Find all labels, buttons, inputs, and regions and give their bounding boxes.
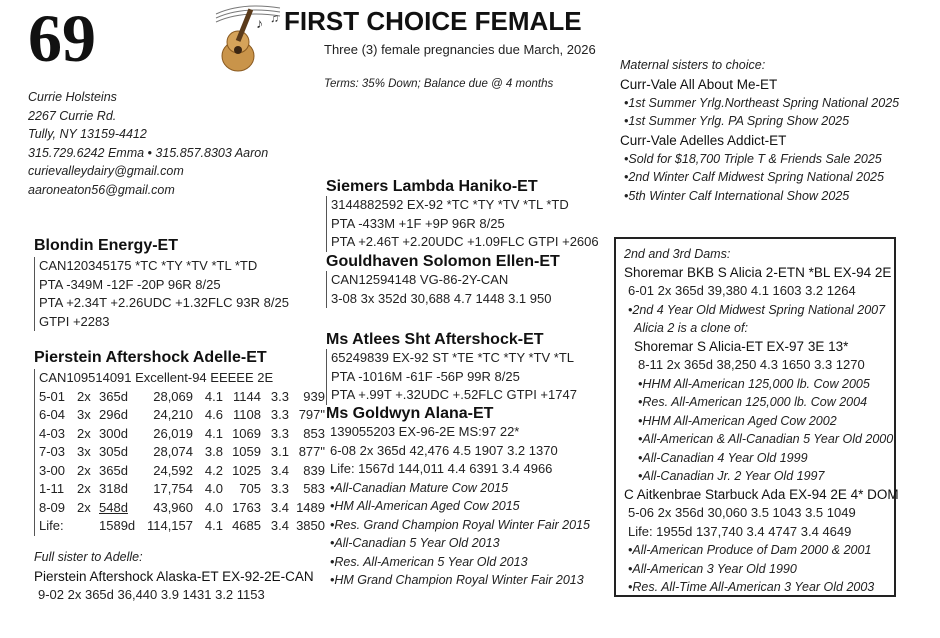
sister2-honor: •2nd Winter Calf Midwest Spring National 2025 bbox=[624, 170, 884, 184]
sister2-honor: •Sold for $18,700 Triple T & Friends Sale 2025 bbox=[624, 151, 882, 166]
dam3-honor: •HM All-American Aged Cow 2015 bbox=[330, 499, 520, 513]
dam-record-cell: 8-09 bbox=[39, 499, 66, 515]
dam-record-cell: 3.3 bbox=[270, 407, 289, 422]
clone-honor: •HHM All-American 125,000 lb. Cow 2005 bbox=[638, 376, 870, 391]
dam-record-cell: 1589d bbox=[99, 518, 136, 533]
consignor-email-2: aaroneaton56@gmail.com bbox=[28, 182, 175, 197]
dam-record-row bbox=[39, 480, 325, 499]
dam-record-row bbox=[39, 517, 325, 536]
third-dam-life: Life: 1955d 137,740 3.4 4747 3.4 4649 bbox=[628, 523, 852, 539]
dam3-line: Life: 1567d 144,011 4.4 6391 3.4 4966 bbox=[330, 461, 553, 476]
sale-terms: Terms: 35% Down; Balance due @ 4 months bbox=[324, 78, 554, 90]
dam-record-cell: 4-03 bbox=[39, 425, 66, 441]
dam3-line: 139055203 EX-96-2E MS:97 22* bbox=[330, 424, 520, 439]
dam-record-cell: 3.3 bbox=[270, 388, 289, 404]
dam-record-row bbox=[39, 425, 325, 444]
dam3-honor: •Res. All-American 5 Year Old 2013 bbox=[330, 554, 528, 569]
clone-record: 8-11 2x 365d 38,250 4.3 1650 3.3 1270 bbox=[638, 357, 865, 372]
sire3-line: 65249839 EX-92 ST *TE *TC *TY *TV *TL bbox=[331, 350, 575, 365]
dam2-block bbox=[326, 253, 560, 308]
second-dam-record: 6-01 2x 365d 39,380 4.1 1603 3.2 1264 bbox=[628, 283, 856, 298]
dam-record-cell: 3850 bbox=[296, 518, 325, 533]
dam2-name: Gouldhaven Solomon Ellen-ET bbox=[326, 253, 560, 270]
dam-record-cell: 5-01 bbox=[39, 388, 66, 404]
clone-honor: •All-American & All-Canadian 5 Year Old 2000 bbox=[638, 432, 894, 446]
consignor-name: Currie Holsteins bbox=[28, 90, 117, 104]
sire3-name: Ms Atlees Sht Aftershock-ET bbox=[326, 331, 544, 348]
dam-record-cell: 7-03 bbox=[39, 444, 66, 459]
dam-record-cell: 4.6 bbox=[204, 407, 223, 422]
dam3-honor: •All-Canadian 5 Year Old 2013 bbox=[330, 536, 500, 550]
dam-record-cell: 6-04 bbox=[39, 407, 66, 422]
dam3-honor: •Res. Grand Champion Royal Winter Fair 2015 bbox=[330, 517, 590, 532]
consignor-email-1: curievalleydairy@gmail.com bbox=[28, 164, 184, 178]
second-third-dams-box bbox=[614, 237, 899, 597]
dam-record-cell: 296d bbox=[99, 407, 128, 422]
dam-record-row bbox=[39, 406, 325, 425]
sire-line: PTA +2.34T +2.26UDC +1.32FLC 93R 8/25 bbox=[39, 295, 289, 310]
sister2-name: Curr-Vale Adelles Addict-ET bbox=[620, 132, 787, 148]
dam-record-cell: 1763 bbox=[232, 499, 261, 515]
dams-label: 2nd and 3rd Dams: bbox=[624, 247, 731, 261]
third-dam-name: C Aitkenbrae Starbuck Ada EX-94 2E 4* DOM bbox=[624, 486, 899, 502]
sire2-block bbox=[326, 178, 599, 252]
third-dam-record: 5-06 2x 356d 30,060 3.5 1043 3.5 1049 bbox=[628, 505, 856, 520]
dam-record-cell: 4.1 bbox=[204, 425, 223, 441]
second-dam-name: Shoremar BKB S Alicia 2-ETN *BL EX-94 2E bbox=[624, 264, 892, 280]
dam-record-cell: 583 bbox=[303, 481, 325, 496]
dam3-honor: •HM Grand Champion Royal Winter Fair 2013 bbox=[330, 573, 584, 587]
dam-record-cell: 548d bbox=[99, 499, 128, 515]
dam-record-cell: 4.2 bbox=[204, 462, 223, 478]
maternal-label: Maternal sisters to choice: bbox=[620, 58, 766, 72]
dam-record-cell: 17,754 bbox=[153, 481, 193, 496]
full-sister-name: Pierstein Aftershock Alaska-ET EX-92-2E-CAN bbox=[34, 568, 314, 584]
sire-name: Blondin Energy-ET bbox=[34, 237, 178, 254]
dam-record-cell: 4.0 bbox=[204, 481, 223, 496]
full-sister-block bbox=[34, 548, 314, 604]
dam-record-cell: 2x bbox=[77, 499, 91, 515]
dam2-line: CAN12594148 VG-86-2Y-CAN bbox=[331, 272, 509, 287]
dam-record-cell: 3.1 bbox=[270, 444, 289, 459]
dam-record-row bbox=[39, 388, 325, 407]
second-dam-honor: •2nd 4 Year Old Midwest Spring National 2007 bbox=[628, 302, 886, 317]
dam-record-cell: 705 bbox=[239, 481, 261, 496]
sire2-line: 3144882592 EX-92 *TC *TY *TV *TL *TD bbox=[331, 197, 569, 212]
clone-honor: •HHM All-American Aged Cow 2002 bbox=[638, 413, 837, 428]
dam-record-cell: 853 bbox=[303, 425, 325, 441]
dam-record-cell: 365d bbox=[99, 388, 128, 404]
dam-record-cell: 4.0 bbox=[204, 499, 223, 515]
third-dam-honor: •All-American 3 Year Old 1990 bbox=[628, 561, 797, 576]
sire2-line: PTA +2.46T +2.20UDC +1.09FLC GTPI +2606 bbox=[331, 234, 599, 249]
dam-record-cell: 365d bbox=[99, 462, 128, 478]
dam-record-cell: 305d bbox=[99, 444, 128, 459]
dam-record-cell: 939 bbox=[303, 388, 325, 404]
dam3-line: 6-08 2x 365d 42,476 4.5 1907 3.2 1370 bbox=[330, 442, 558, 458]
sire3-line: PTA -1016M -61F -56P 99R 8/25 bbox=[331, 368, 520, 384]
dam-record-cell: 4685 bbox=[232, 518, 261, 533]
dam-record-cell: 24,210 bbox=[153, 407, 193, 422]
dam-record-cell: 3.3 bbox=[270, 481, 289, 496]
clone-honor: •All-Canadian Jr. 2 Year Old 1997 bbox=[638, 469, 825, 483]
sire-block bbox=[34, 237, 289, 331]
sire2-line: PTA -433M +1F +9P 96R 8/25 bbox=[331, 215, 505, 231]
sister1-honor: •1st Summer Yrlg.Northeast Spring National 2025 bbox=[624, 95, 900, 110]
dam-record-cell: 877" bbox=[298, 444, 325, 459]
dam-record-cell: 2x bbox=[77, 481, 91, 496]
dam-record-cell: 28,069 bbox=[153, 388, 193, 404]
dam-record-cell: 3.4 bbox=[270, 518, 289, 533]
maternal-sisters-block bbox=[620, 56, 899, 205]
dam-record-cell: 3.3 bbox=[270, 425, 289, 441]
dam-record-cell: 3.4 bbox=[270, 499, 289, 515]
sire2-name: Siemers Lambda Haniko-ET bbox=[326, 178, 538, 195]
dam-record-cell: 1489 bbox=[296, 499, 325, 515]
dam3-honor: •All-Canadian Mature Cow 2015 bbox=[330, 480, 509, 495]
dam-record-cell: Life: bbox=[39, 518, 64, 533]
clone-label: Alicia 2 is a clone of: bbox=[634, 321, 748, 335]
dam-record-cell: 3x bbox=[77, 407, 91, 422]
dam-record-cell: 43,960 bbox=[153, 499, 193, 515]
sister1-honor: •1st Summer Yrlg. PA Spring Show 2025 bbox=[624, 114, 850, 128]
dam-record-row bbox=[39, 443, 325, 462]
full-sister-record: 9-02 2x 365d 36,440 3.9 1431 3.2 1153 bbox=[38, 586, 265, 602]
dam-records-table bbox=[39, 388, 325, 536]
dam2-line: 3-08 3x 352d 30,688 4.7 1448 3.1 950 bbox=[331, 290, 552, 306]
sire-line: GTPI +2283 bbox=[39, 313, 110, 329]
clone-honor: •Res. All-American 125,000 lb. Cow 2004 bbox=[638, 395, 868, 409]
sire-line: CAN120345175 *TC *TY *TV *TL *TD bbox=[39, 258, 258, 273]
dam-record-cell: 1059 bbox=[232, 444, 261, 459]
dam-record-row bbox=[39, 499, 325, 518]
dam-record-cell: 1-11 bbox=[39, 481, 65, 496]
consignor-city: Tully, NY 13159-4412 bbox=[28, 127, 147, 141]
dam-record-cell: 2x bbox=[77, 425, 91, 441]
dam-record-cell: 26,019 bbox=[153, 425, 193, 441]
dam3-block bbox=[326, 405, 590, 590]
dam3-name: Ms Goldwyn Alana-ET bbox=[326, 405, 494, 422]
dam-record-cell: 3.4 bbox=[270, 462, 289, 478]
dam-record-cell: 318d bbox=[99, 481, 128, 496]
sire3-line: PTA +.99T +.32UDC +.52FLC GTPI +1747 bbox=[331, 387, 577, 402]
dam-record-cell: 28,074 bbox=[153, 444, 193, 459]
dam-record-cell: 1025 bbox=[232, 462, 261, 478]
dam-record-cell: 1144 bbox=[233, 388, 261, 404]
third-dam-honor: •Res. All-Time All-American 3 Year Old 2003 bbox=[628, 580, 875, 594]
third-dam-honor: •All-American Produce of Dam 2000 & 2001 bbox=[628, 543, 872, 557]
consignor-info bbox=[28, 88, 268, 199]
dam-record-cell: 3x bbox=[77, 444, 91, 459]
dam-record-cell: 839 bbox=[303, 462, 325, 478]
dam-record-cell: 4.1 bbox=[204, 388, 223, 404]
dam-id-line: CAN109514091 Excellent-94 EEEEE 2E bbox=[39, 370, 274, 385]
clone-name: Shoremar S Alicia-ET EX-97 3E 13* bbox=[634, 338, 849, 354]
sire-line: PTA -349M -12F -20P 96R 8/25 bbox=[39, 276, 221, 292]
page-title: FIRST CHOICE FEMALE bbox=[284, 6, 582, 36]
consignor-phone: 315.729.6242 Emma • 315.857.8303 Aaron bbox=[28, 145, 269, 160]
sire3-block bbox=[326, 331, 577, 405]
dam-block bbox=[34, 349, 325, 536]
dam-record-cell: 1108 bbox=[233, 407, 261, 422]
guitar-music-logo bbox=[212, 0, 284, 79]
dam-record-cell: 797" bbox=[298, 407, 325, 422]
dam-record-cell: 3-00 bbox=[39, 462, 66, 478]
consignor-address: 2267 Currie Rd. bbox=[28, 108, 117, 123]
svg-text:♪: ♪ bbox=[256, 15, 263, 31]
dam-record-cell: 300d bbox=[99, 425, 128, 441]
dam-record-cell: 2x bbox=[77, 388, 91, 404]
dam-record-row bbox=[39, 462, 325, 481]
dam-record-cell: 3.8 bbox=[204, 444, 223, 459]
full-sister-label: Full sister to Adelle: bbox=[34, 550, 143, 564]
subtitle: Three (3) female pregnancies due March, 2026 bbox=[324, 42, 596, 57]
lot-number: 69 bbox=[28, 0, 96, 76]
dam-record-cell: 2x bbox=[77, 462, 91, 478]
sister2-honor: •5th Winter Calf International Show 2025 bbox=[624, 188, 850, 203]
clone-honor: •All-Canadian 4 Year Old 1999 bbox=[638, 450, 808, 465]
dam-name: Pierstein Aftershock Adelle-ET bbox=[34, 349, 267, 366]
dam-record-cell: 24,592 bbox=[153, 462, 193, 478]
dam-record-cell: 4.1 bbox=[204, 518, 223, 533]
dam-record-cell: 1069 bbox=[232, 425, 261, 441]
svg-text:♫: ♫ bbox=[270, 11, 279, 25]
sister1-name: Curr-Vale All About Me-ET bbox=[620, 76, 778, 92]
dam-record-cell: 114,157 bbox=[146, 518, 193, 533]
